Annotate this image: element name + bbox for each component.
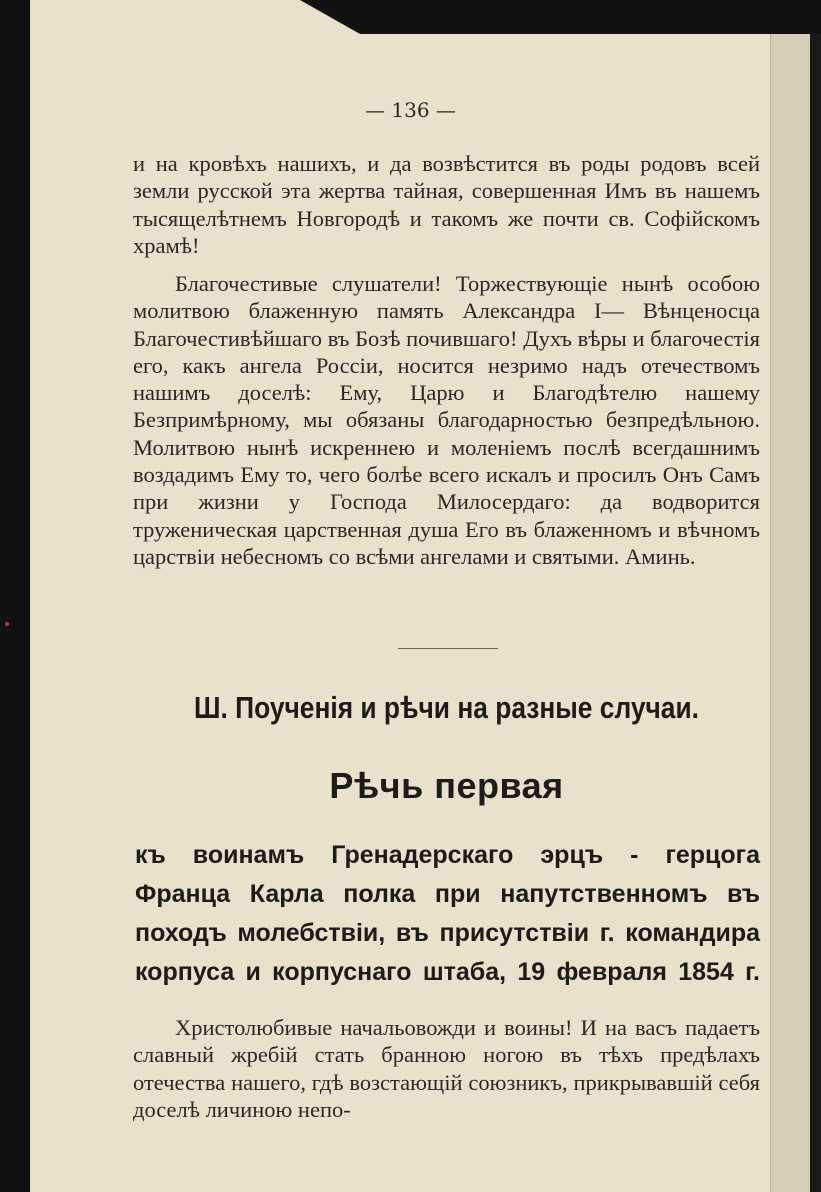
paragraph-3: Христолюбивые начальовожди и воины! И на васъ падаетъ славный жребій стать бранною ногою въ тѣхъ предѣлахъ отечества нашего, гдѣ возстающій союзникъ, прикрывавшій себя доселѣ личиною непо- <box>133 1015 760 1122</box>
speech-title: Рѣчь первая <box>329 765 564 806</box>
subtitle-line-2: Франца Карла полка при напутственномъ въ <box>135 880 760 908</box>
subtitle-line-4: корпуса и корпуснаго штаба, 19 февраля 1854 г. <box>135 958 760 986</box>
paragraph-continuation <box>133 150 760 259</box>
subtitle-line-1: къ воинамъ Гренадерскаго эрцъ - герцога <box>135 841 760 869</box>
subtitle-line-3: походъ молебствіи, въ присутствіи г. командира <box>135 919 760 947</box>
scan-background-right <box>810 34 821 1192</box>
paragraph-block-3 <box>133 1014 760 1123</box>
scan-background-top <box>360 0 821 34</box>
page-number: — 136 — <box>365 98 456 122</box>
scan-speck <box>5 622 9 626</box>
section-divider <box>398 648 498 649</box>
section-heading: Ш. Поученія и рѣчи на разные случаи. <box>194 690 699 725</box>
paragraph-2: Благочестивые слушатели! Торжествующіе нынѣ особою молитвою блаженную память Александра I— Вѣнценосца Благочестивѣйшаго въ Бозѣ почившаго! Духъ вѣры и благочестія его, какъ ангела Россіи, носится незримо надъ отечествомъ нашимъ доселѣ: Ему, Царю и Благодѣтелю нашему Безпримѣрному, мы обязаны благодарностью безпредѣльною. Молитвою нынѣ искреннею и моленіемъ послѣ всегдашнимъ воздадимъ Ему то, чего болѣе всего искалъ и просилъ Онъ Самъ при жизни у Господа Милосердаго: да водворится труженическая царственная душа Его въ блаженномъ и вѣчномъ царствіи небесномъ со всѣми ангелами и святыми. Аминь. <box>133 271 760 569</box>
speech-subtitle <box>135 836 760 992</box>
torn-corner <box>300 0 360 34</box>
paragraph-1: и на кровѣхъ нашихъ, и да возвѣстится въ роды родовъ всей земли русской эта жертва тайная, совершенная Имъ въ нашемъ тысящелѣтнемъ Новгородѣ и такомъ же почти св. Софійскомъ храмѣ! <box>133 151 760 258</box>
paragraph-block-2 <box>133 270 760 570</box>
